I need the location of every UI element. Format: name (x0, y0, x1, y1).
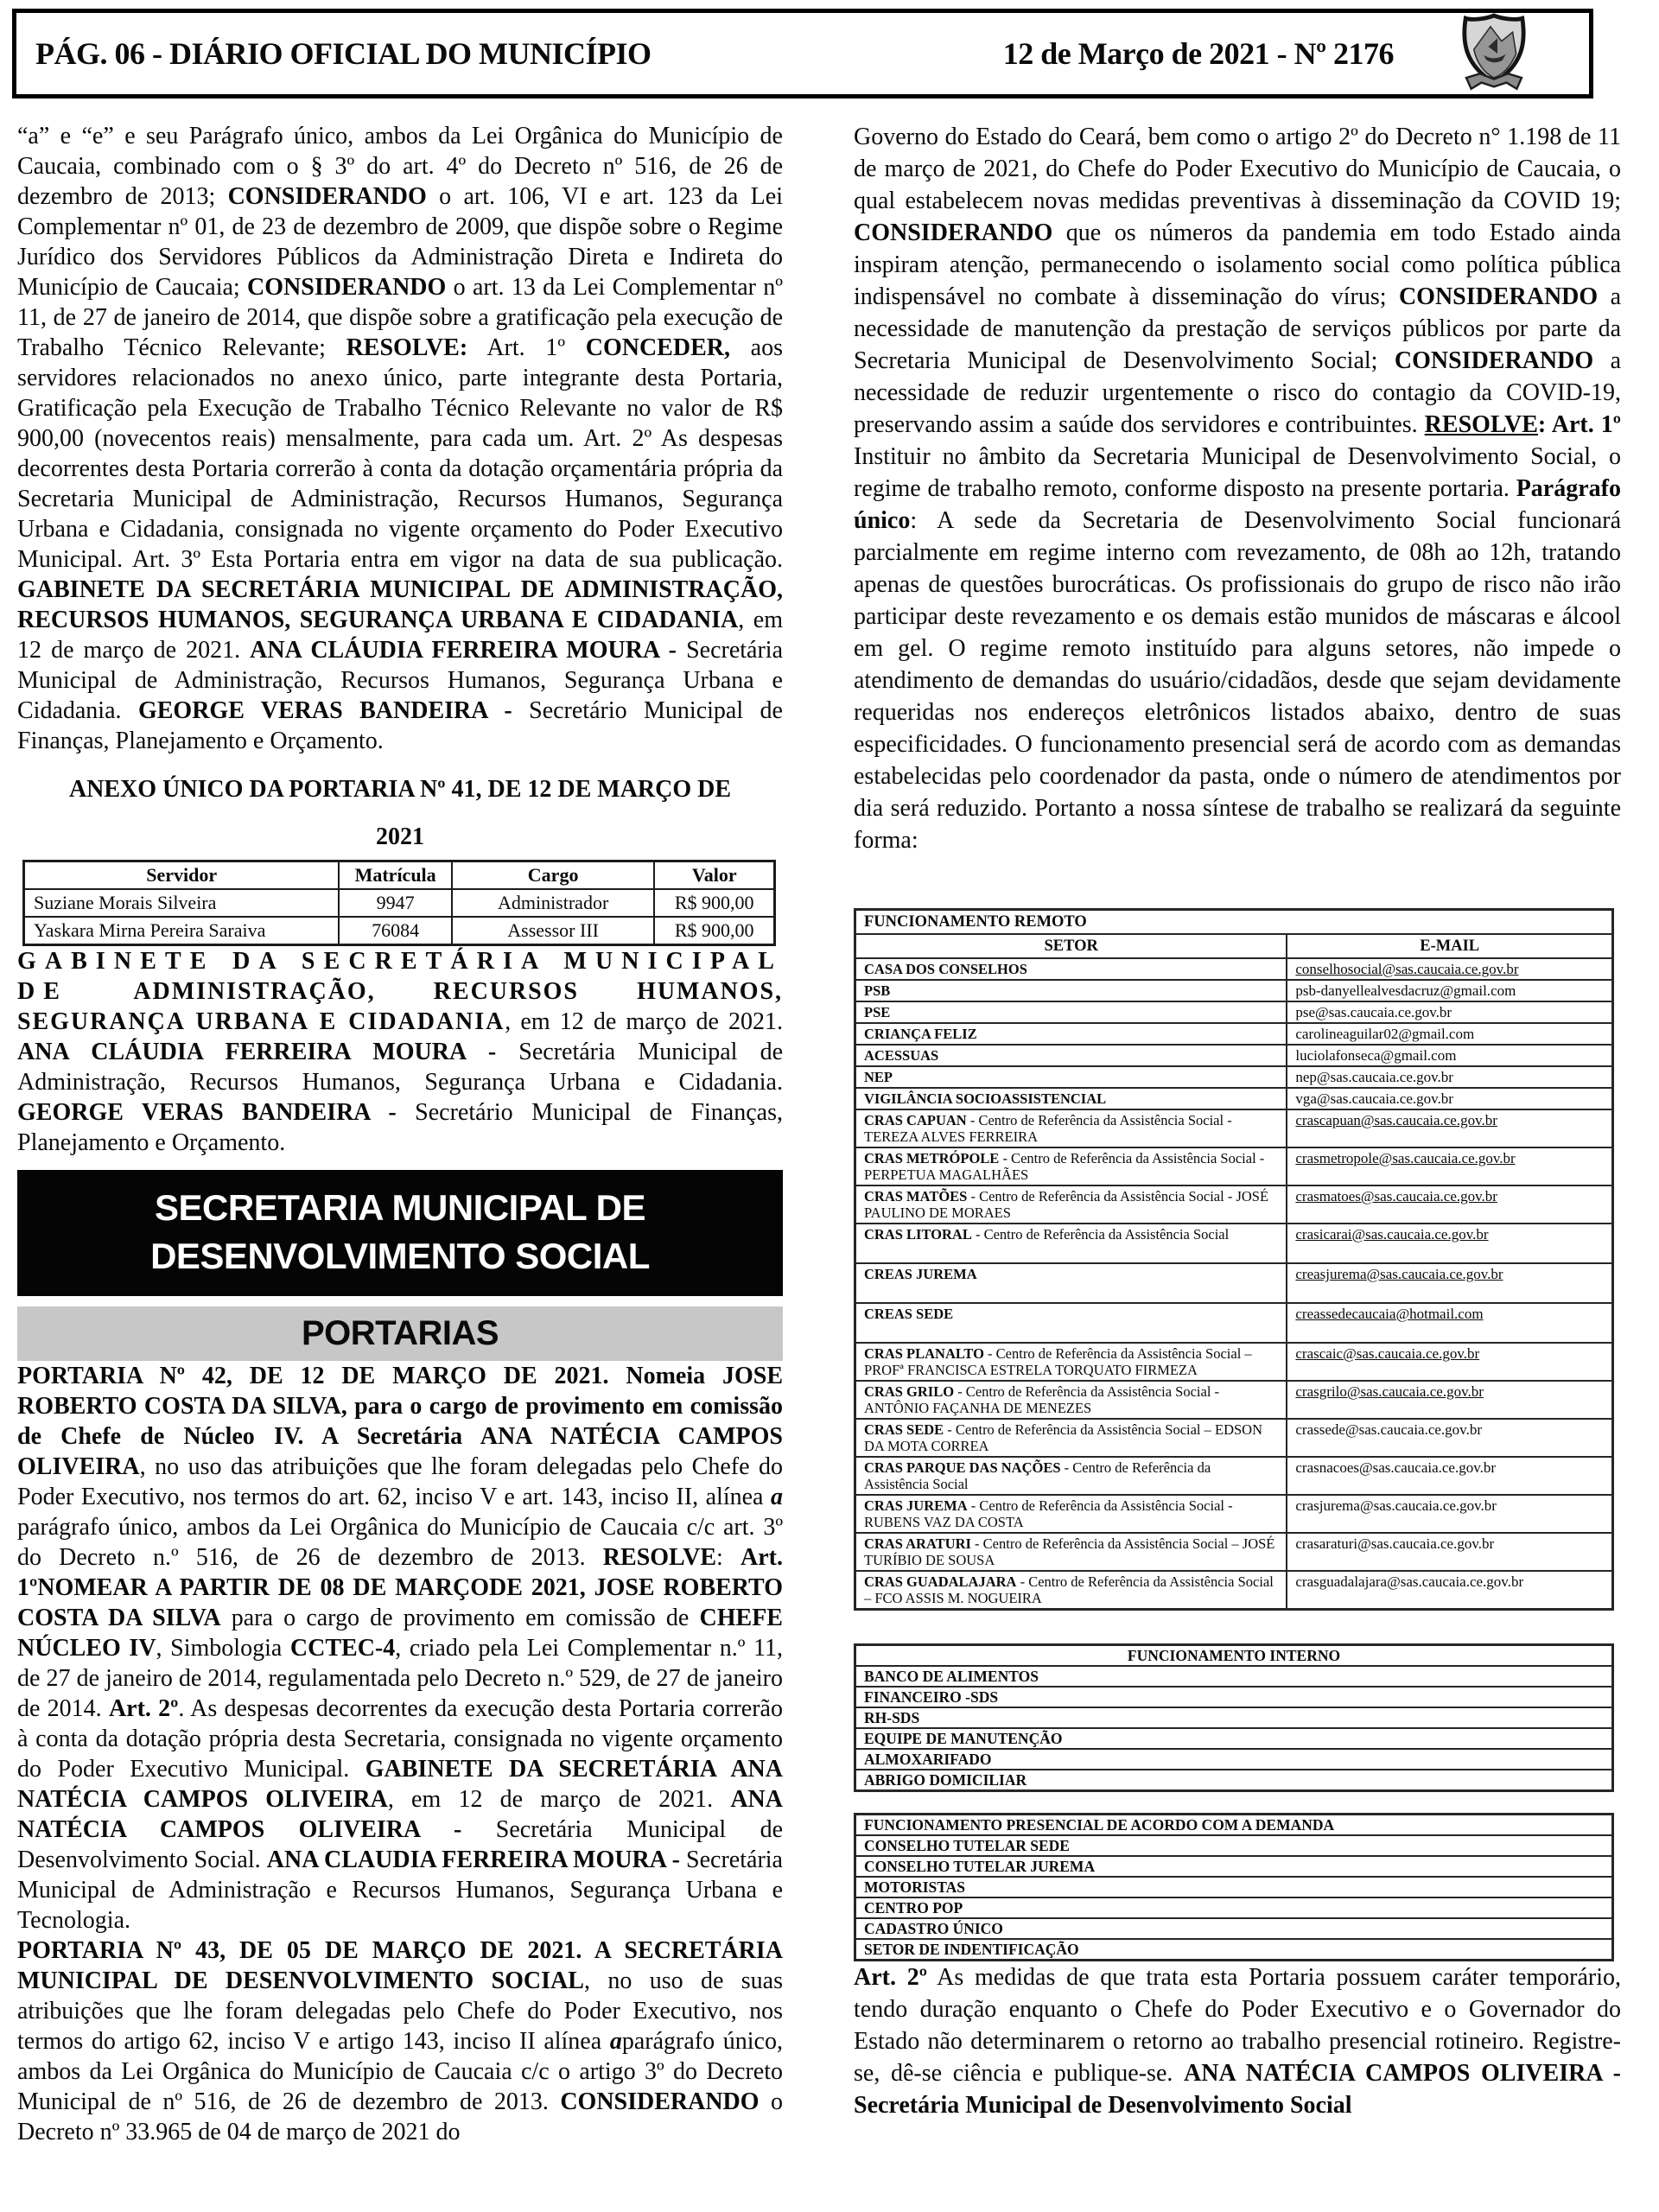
text-run: CRAS ARATURI (864, 1535, 971, 1552)
email-cell (1287, 980, 1612, 1001)
text-run: Secretária Municipal de Administração, Recursos Humanos, Segurança Urbana e Cidadania. (17, 1039, 783, 1096)
table-cell: Assessor III (452, 917, 655, 945)
text-run: , criado pela Lei Complementar n.º 11, de 27 de janeiro de 2014, regulamentada pelo Decreto n.º 529, de 27 de janeiro de 2014. (17, 1635, 783, 1722)
text-run: a (609, 2028, 622, 2055)
text-run: Secretária Municipal de Administração e Recursos Humanos, Segurança Urbana e Tecnologia. (17, 1847, 783, 1934)
email-cell (1287, 1303, 1612, 1343)
email-text: crasicarai@sas.caucaia.ce.gov.br (1295, 1226, 1489, 1243)
text-run: Secretário Municipal de Finanças, Planejamento e Orçamento. (17, 697, 783, 754)
setor-cell (855, 1045, 1287, 1066)
text-run: PORTARIA Nº 43, DE 05 DE MARÇO DE 2021. A SECRETÁRIA MUNICIPAL DE DESENVOLVIMENTO SOCIAL (17, 1937, 783, 1994)
email-text: nep@sas.caucaia.ce.gov.br (1295, 1069, 1453, 1085)
text-run: CRAS MATÕES (864, 1188, 968, 1205)
text-run: ANA NATÉCIA CAMPOS OLIVEIRA - Secretária Municipal de Desenvolvimento Social (854, 2060, 1621, 2119)
text-run: ANA CLÁUDIA FERREIRA MOURA - (17, 1039, 497, 1065)
table-cell: R$ 900,00 (654, 917, 774, 945)
column-header: E-MAIL (1287, 934, 1612, 958)
setor-cell (855, 980, 1287, 1001)
text-run: , no uso das atribuições que lhe foram delegadas pelo Chefe do Poder Executivo, nos termos do art. 62, inciso V e art. 143, inciso II, alínea (17, 1453, 783, 1510)
email-cell (1287, 1147, 1612, 1185)
column-header: Valor (654, 861, 774, 890)
funcionamento-remoto-table (854, 908, 1614, 1611)
table-row (855, 1687, 1613, 1707)
text-run: PSE (864, 1004, 891, 1020)
text-run: CRAS CAPUAN (864, 1112, 967, 1128)
table-header-row (855, 934, 1613, 958)
text-run: CONSIDERANDO (1394, 347, 1594, 374)
table-row (855, 1457, 1613, 1495)
text-run: - Centro de Referência da Assistência Social - TEREZA ALVES FERREIRA (864, 1112, 1232, 1145)
setor-cell (855, 1066, 1287, 1088)
text-run: a necessidade de reduzir urgentemente o risco do contagio da COVID-19, preservando assim a saúde dos servidores e contribuintes. (854, 347, 1622, 438)
table-cell: 9947 (339, 889, 451, 917)
table-row (855, 1856, 1613, 1877)
email-text: crasaraturi@sas.caucaia.ce.gov.br (1295, 1535, 1495, 1552)
email-cell (1287, 1533, 1612, 1571)
email-cell (1287, 1457, 1612, 1495)
setor-cell: CONSELHO TUTELAR SEDE (855, 1835, 1613, 1856)
table-row (855, 1381, 1613, 1419)
text-run: Art. 1º (1551, 411, 1622, 438)
setor-cell (855, 1495, 1287, 1533)
table-row (855, 1066, 1613, 1088)
email-cell (1287, 1263, 1612, 1303)
text-run: CONSIDERANDO (247, 274, 447, 301)
table-cell: Yaskara Mirna Pereira Saraiva (24, 917, 340, 945)
text-run: Secretária Municipal de Administração, Recursos Humanos, Segurança Urbana e Cidadania. (17, 637, 783, 724)
setor-cell: CADASTRO ÚNICO (855, 1918, 1613, 1939)
setor-cell (855, 1343, 1287, 1381)
table-row (855, 1343, 1613, 1381)
text-run: - Centro de Referência da Assistência Social (864, 1459, 1211, 1492)
text-run: , Simbologia (156, 1635, 290, 1662)
text-run: CONSIDERANDO (854, 219, 1053, 246)
email-cell (1287, 1066, 1612, 1088)
text-run: Art. 2º (108, 1695, 179, 1722)
text-run: para o cargo de provimento em comissão de (220, 1605, 700, 1631)
text-run: parágrafo único, ambos da Lei Orgânica do Município de Caucaia c/c o artigo 3º do Decreto Municipal de nº 516, de 26 de dezembro de 2013. (17, 2028, 783, 2115)
portaria-41-continuation-paragraph (17, 121, 783, 756)
email-cell (1287, 1088, 1612, 1109)
setor-cell (855, 1023, 1287, 1045)
email-cell (1287, 1571, 1612, 1610)
page-content (17, 121, 1642, 2147)
table-cell: Administrador (452, 889, 655, 917)
portarias-banner: PORTARIAS (17, 1306, 783, 1361)
text-run: aos servidores relacionados no anexo único, parte integrante desta Portaria, Gratificação pela Execução de Trabalho Técnico Relevante no valor de R$ 900,00 (novecentos reais) mensalmente, para cada um. Art. 2º As despesas decorrentes desta Portaria correrão à conta da dotação orçamentária própria da Secretaria Municipal de Administração, Recursos Humanos, Segurança Urbana e Cidadania, consignada no vigente orçamento do Poder Executivo Municipal. Art. 3º Esta Portaria entra em vigor na data de sua publicação. (17, 334, 783, 573)
text-run: ACESSUAS (864, 1047, 939, 1064)
setor-cell (855, 1088, 1287, 1109)
table-title-cell: FUNCIONAMENTO REMOTO (855, 910, 1613, 935)
table-row (855, 1533, 1613, 1571)
table-row (855, 1303, 1613, 1343)
art2-closing-paragraph (854, 1961, 1621, 2121)
table-row (855, 1185, 1613, 1224)
text-run: . As despesas decorrentes da execução desta Portaria correrão à conta da dotação própria desta Secretaria, consignada no vigente orçamento do Poder Executivo Municipal. (17, 1695, 783, 1783)
caucaia-coat-of-arms-icon (1449, 12, 1539, 95)
email-text: crasgrilo@sas.caucaia.ce.gov.br (1295, 1383, 1484, 1400)
text-run: - Centro de Referência da Assistência Social - ANTÔNIO FAÇANHA DE MENEZES (864, 1383, 1220, 1416)
text-run: CONCEDER, (585, 334, 730, 361)
email-text: vga@sas.caucaia.ce.gov.br (1295, 1090, 1453, 1107)
text-run: RESOLVE (602, 1544, 717, 1571)
text-run: ANA NATÉCIA CAMPOS OLIVEIRA - (17, 1786, 783, 1843)
email-text: creasjurema@sas.caucaia.ce.gov.br (1295, 1266, 1503, 1282)
table-row (855, 1877, 1613, 1897)
setor-cell (855, 1185, 1287, 1224)
text-run: ANA CLÁUDIA FERREIRA MOURA - (250, 637, 677, 664)
email-text: psb-danyellealvesdacruz@gmail.com (1295, 982, 1516, 999)
issue-date: 12 de Março de 2021 - Nº 2176 (1002, 36, 1394, 71)
table-title-cell: FUNCIONAMENTO PRESENCIAL DE ACORDO COM A DEMANDA (855, 1815, 1613, 1836)
email-text: luciolafonseca@gmail.com (1295, 1047, 1457, 1064)
text-run: - Centro de Referência da Assistência Social – JOSÉ TURÍBIO DE SOUSA (864, 1535, 1275, 1568)
text-run: “a” e “e” e seu Parágrafo único, ambos da Lei Orgânica do Município de Caucaia, combinado com o § 3º do art. 4º do Decreto nº 516, de 26 de dezembro de 2013; (17, 123, 783, 210)
setor-cell: ALMOXARIFADO (855, 1749, 1613, 1770)
text-run: - Centro de Referência da Assistência Social - JOSÉ PAULINO DE MORAES (864, 1188, 1269, 1221)
text-run: CRAS SEDE (864, 1421, 944, 1438)
text-run: GEORGE VERAS BANDEIRA - (17, 1099, 397, 1126)
text-run: CRAS PARQUE DAS NAÇÕES (864, 1459, 1061, 1476)
text-run: parágrafo único, ambos da Lei Orgânica do Município de Caucaia c/c art. 3º do Decreto n.º 516, de 26 de dezembro de 2013. (17, 1514, 783, 1571)
text-run: Art. 1ºNOMEAR A PARTIR DE 08 DE MARÇODE 2021, JOSE ROBERTO COSTA DA SILVA (17, 1544, 783, 1631)
table-row (855, 1728, 1613, 1749)
setor-cell (855, 1457, 1287, 1495)
funcionamento-interno-table (854, 1643, 1614, 1792)
table-row (855, 1666, 1613, 1687)
email-cell (1287, 1343, 1612, 1381)
email-text: crasguadalajara@sas.caucaia.ce.gov.br (1295, 1573, 1524, 1590)
table-row (855, 980, 1613, 1001)
text-run: Parágrafo único (854, 475, 1621, 534)
text-run: Art. 2º (854, 1964, 927, 1991)
text-run: CRAS GUADALAJARA (864, 1573, 1017, 1590)
email-text: crasmetropole@sas.caucaia.ce.gov.br (1295, 1150, 1516, 1166)
table-row (24, 889, 775, 917)
text-run: , no uso de suas atribuições que lhe foram delegadas pelo Chefe do Poder Executivo, nos termos do artigo 62, inciso V e artigo 143, inciso II alínea (17, 1967, 783, 2055)
text-run: CRAS GRILO (864, 1383, 955, 1400)
text-run: Instituir no âmbito da Secretaria Municipal de Desenvolvimento Social, o regime de trabalho remoto, conforme disposto na presente portaria. (854, 443, 1621, 502)
email-cell (1287, 958, 1612, 980)
text-run: PORTARIA Nº 42, DE 12 DE MARÇO DE 2021. Nomeia JOSE ROBERTO COSTA DA SILVA, para o cargo de provimento em comissão de Chefe de Núcleo IV. A Secretária ANA NATÉCIA CAMPOS OLIVEIRA (17, 1363, 783, 1480)
text-run: GABINETE DA SECRETÁRIA ANA NATÉCIA CAMPOS OLIVEIRA (17, 1756, 783, 1813)
table-row (855, 1918, 1613, 1939)
text-run: Secretário Municipal de Finanças, Planejamento e Orçamento. (17, 1099, 783, 1156)
email-cell (1287, 1495, 1612, 1533)
text-run: : (1537, 411, 1552, 438)
table-header-row (24, 861, 775, 890)
text-run: CHEFE NÚCLEO IV (17, 1605, 783, 1662)
text-run: CRAS LITORAL (864, 1226, 972, 1243)
table-row (855, 1897, 1613, 1918)
email-text: crascaic@sas.caucaia.ce.gov.br (1295, 1345, 1480, 1362)
text-run: - Centro de Referência da Assistência Social – PROFª FRANCISCA ESTRELA TORQUATO FIRMEZA (864, 1345, 1252, 1378)
table-title-row (855, 910, 1613, 935)
page-header (12, 9, 1593, 99)
text-run: que os números da pandemia em todo Estado ainda inspiram atenção, permanecendo o isolamento social como política pública indispensável no combate à disseminação do vírus; (854, 219, 1621, 310)
text-run: CRAS JUREMA (864, 1497, 968, 1514)
table-cell: 76084 (339, 917, 451, 945)
text-run: CREAS JUREMA (864, 1266, 977, 1282)
table-row (855, 1419, 1613, 1457)
text-run: ANA CLAUDIA FERREIRA MOURA - (266, 1847, 680, 1873)
column-header: Servidor (24, 861, 340, 890)
setor-cell (855, 1263, 1287, 1303)
text-run: Governo do Estado do Ceará, bem como o artigo 2º do Decreto n° 1.198 de 11 de março de 2021, do Chefe do Poder Executivo do Município de Caucaia, o qual estabelecem novas medidas preventivas à disseminação da COVID 19; (854, 124, 1621, 214)
table-cell: R$ 900,00 (654, 889, 774, 917)
email-text: crassede@sas.caucaia.ce.gov.br (1295, 1421, 1482, 1438)
text-run: GABINETE DA SECRETÁRIA MUNICIPAL DE (17, 948, 783, 1005)
text-run: RESOLVE: (346, 334, 468, 361)
email-text: creassedecaucaia@hotmail.com (1295, 1306, 1484, 1322)
setor-cell (855, 1381, 1287, 1419)
setor-cell: MOTORISTAS (855, 1877, 1613, 1897)
table-title-row (855, 1815, 1613, 1836)
gabinete-signature-paragraph (17, 946, 783, 1158)
left-column (17, 121, 783, 2147)
portaria-42-paragraph (17, 1361, 783, 1936)
table-row (855, 1263, 1613, 1303)
text-run: , em 12 de março de 2021. (17, 607, 783, 664)
setor-cell (855, 1224, 1287, 1263)
text-run: PSB (864, 982, 891, 999)
setor-cell (855, 1001, 1287, 1023)
email-cell (1287, 1109, 1612, 1147)
setor-cell (855, 1109, 1287, 1147)
email-cell (1287, 1419, 1612, 1457)
table-row (855, 1571, 1613, 1610)
table-row (24, 917, 775, 945)
secretaria-desenvolvimento-social-banner (17, 1170, 783, 1296)
email-cell (1287, 1045, 1612, 1066)
portaria-43-paragraph (17, 1936, 783, 2147)
text-run: Art. 1º (467, 334, 586, 361)
text-run: CONSIDERANDO (560, 2088, 760, 2115)
setor-cell (855, 1533, 1287, 1571)
email-text: crasjurema@sas.caucaia.ce.gov.br (1295, 1497, 1497, 1514)
setor-cell: ABRIGO DOMICILIAR (855, 1770, 1613, 1791)
anexo-table (22, 860, 776, 946)
table-row (855, 1707, 1613, 1728)
text-run: NEP (864, 1069, 893, 1085)
table-row (855, 1224, 1613, 1263)
setor-cell (855, 958, 1287, 980)
email-cell (1287, 1001, 1612, 1023)
table-row (855, 1023, 1613, 1045)
right-column (854, 121, 1621, 2147)
email-text: pse@sas.caucaia.ce.gov.br (1295, 1004, 1452, 1020)
table-row (855, 1749, 1613, 1770)
text-run: CREAS SEDE (864, 1306, 954, 1322)
text-run: GABINETE DA SECRETÁRIA MUNICIPAL DE ADMINISTRAÇÃO, RECURSOS HUMANOS, SEGURANÇA URBANA E CIDADANIA (17, 576, 783, 633)
table-title-row (855, 1645, 1613, 1667)
text-run: CRAS PLANALTO (864, 1345, 984, 1362)
setor-cell: BANCO DE ALIMENTOS (855, 1666, 1613, 1687)
setor-cell: FINANCEIRO -SDS (855, 1687, 1613, 1707)
banner-line: DESENVOLVIMENTO SOCIAL (150, 1236, 650, 1276)
text-run: GEORGE VERAS BANDEIRA - (137, 697, 512, 724)
text-run: - Centro de Referência da Assistência Social (971, 1226, 1230, 1243)
email-text: conselhosocial@sas.caucaia.ce.gov.br (1295, 961, 1519, 977)
text-run: CCTEC-4 (289, 1635, 396, 1662)
column-header: Cargo (452, 861, 655, 890)
text-run: - Centro de Referência da Assistência Social – EDSON DA MOTA CORREA (864, 1421, 1263, 1454)
setor-cell (855, 1303, 1287, 1343)
text-run: CRAS METRÓPOLE (864, 1150, 1000, 1166)
table-row (855, 1770, 1613, 1791)
text-run: a necessidade de manutenção da prestação de serviços públicos por parte da Secretaria Municipal de Desenvolvimento Social; (854, 283, 1621, 374)
text-run: As medidas de que trata esta Portaria possuem caráter temporário, tendo duração enquanto o Chefe do Poder Executivo e o Governador do Estado não determinarem o retorno ao trabalho presencial rotineiro. Registre-se, dê-se ciência e publique-se. (854, 1964, 1622, 2087)
text-run: CRIANÇA FELIZ (864, 1026, 977, 1042)
anexo-heading-year: 2021 (376, 823, 424, 850)
page-title: PÁG. 06 - DIÁRIO OFICIAL DO MUNICÍPIO (35, 36, 652, 71)
table-row (855, 1109, 1613, 1147)
email-text: crasnacoes@sas.caucaia.ce.gov.br (1295, 1459, 1497, 1476)
email-cell (1287, 1185, 1612, 1224)
funcionamento-presencial-table (854, 1813, 1614, 1961)
banner-line: SECRETARIA MUNICIPAL DE (155, 1187, 645, 1228)
text-run: , em 12 de março de 2021. (505, 1008, 783, 1035)
table-row (855, 1045, 1613, 1066)
table-row (855, 1001, 1613, 1023)
text-run: o Decreto nº 33.965 de 04 de março de 2021 do (17, 2088, 784, 2145)
setor-cell (855, 1147, 1287, 1185)
table-row (855, 1495, 1613, 1533)
text-run: : A sede da Secretaria de Desenvolvimento Social funcionará parcialmente em regime interno com revezamento, de 08h ao 12h, tratando apenas de questões burocráticas. Os profissionais do grupo de risco não irão participar deste revezamento e os demais estão munidos de máscaras e álcool em gel. O regime remoto instituído para alguns setores, não impede o atendimento de demandas do usuário/cidadãos, desde que sejam devidamente requeridas nos endereços eletrônicos listados abaixo, dentro de suas especificidades. O funcionamento presencial será de acordo com as demandas estabelecidas pelo coordenador da pasta, onde o número de atendimentos por dia será reduzido. Portanto a nossa síntese de trabalho se realizará da seguinte forma: (854, 507, 1621, 854)
text-run: CONSIDERANDO (1398, 283, 1599, 310)
email-text: carolineaguilar02@gmail.com (1295, 1026, 1475, 1042)
email-cell (1287, 1023, 1612, 1045)
table-row (855, 1088, 1613, 1109)
email-cell (1287, 1224, 1612, 1263)
anexo-heading: ANEXO ÚNICO DA PORTARIA Nº 41, DE 12 DE MARÇO DE (68, 776, 732, 803)
text-run: - Centro de Referência da Assistência Social - RUBENS VAZ DA COSTA (864, 1497, 1233, 1530)
text-run: RESOLVE (1424, 411, 1538, 438)
text-run: CONSIDERANDO (227, 183, 427, 210)
text-run: , em 12 de março de 2021. (387, 1786, 731, 1813)
text-run: - Centro de Referência da Assistência Social - PERPETUA MAGALHÃES (864, 1150, 1265, 1183)
table-row (855, 1147, 1613, 1185)
email-text: crasmatoes@sas.caucaia.ce.gov.br (1295, 1188, 1497, 1205)
text-run: CASA DOS CONSELHOS (864, 961, 1027, 977)
setor-cell (855, 1419, 1287, 1457)
column-header: SETOR (855, 934, 1287, 958)
text-run: a (771, 1484, 783, 1510)
email-cell (1287, 1381, 1612, 1419)
setor-cell: CONSELHO TUTELAR JUREMA (855, 1856, 1613, 1877)
table-row (855, 1939, 1613, 1961)
remote-work-portaria-paragraph (854, 121, 1621, 856)
table-row (855, 1835, 1613, 1856)
text-run: o art. 106, VI e art. 123 da Lei Complementar nº 01, de 23 de dezembro de 2009, que dispõe sobre o Regime Jurídico dos Servidores Públicos da Administração Direta e Indireta do Município de Caucaia; (17, 183, 783, 301)
setor-cell (855, 1571, 1287, 1610)
column-header: Matrícula (339, 861, 451, 890)
text-run: : (716, 1544, 741, 1571)
text-run: Secretária Municipal de Desenvolvimento Social. (17, 1816, 784, 1873)
header-right (1003, 12, 1539, 95)
table-row (855, 958, 1613, 980)
setor-cell: CENTRO POP (855, 1897, 1613, 1918)
text-run: o art. 13 da Lei Complementar nº 11, de 27 de janeiro de 2014, que dispõe sobre a gratificação pela execução de Trabalho Técnico Relevante; (17, 274, 783, 361)
text-run: ADMINISTRAÇÃO, RECURSOS HUMANOS, SEGURANÇA URBANA E CIDADANIA (17, 978, 784, 1035)
text-run: - Centro de Referência da Assistência Social – FCO ASSIS M. NOGUEIRA (864, 1573, 1274, 1606)
setor-cell: EQUIPE DE MANUTENÇÃO (855, 1728, 1613, 1749)
text-run: VIGILÂNCIA SOCIOASSISTENCIAL (864, 1090, 1107, 1107)
table-title-cell: FUNCIONAMENTO INTERNO (855, 1645, 1613, 1667)
setor-cell: RH-SDS (855, 1707, 1613, 1728)
setor-cell: SETOR DE INDENTIFICAÇÃO (855, 1939, 1613, 1961)
table-cell: Suziane Morais Silveira (24, 889, 340, 917)
email-text: crascapuan@sas.caucaia.ce.gov.br (1295, 1112, 1497, 1128)
